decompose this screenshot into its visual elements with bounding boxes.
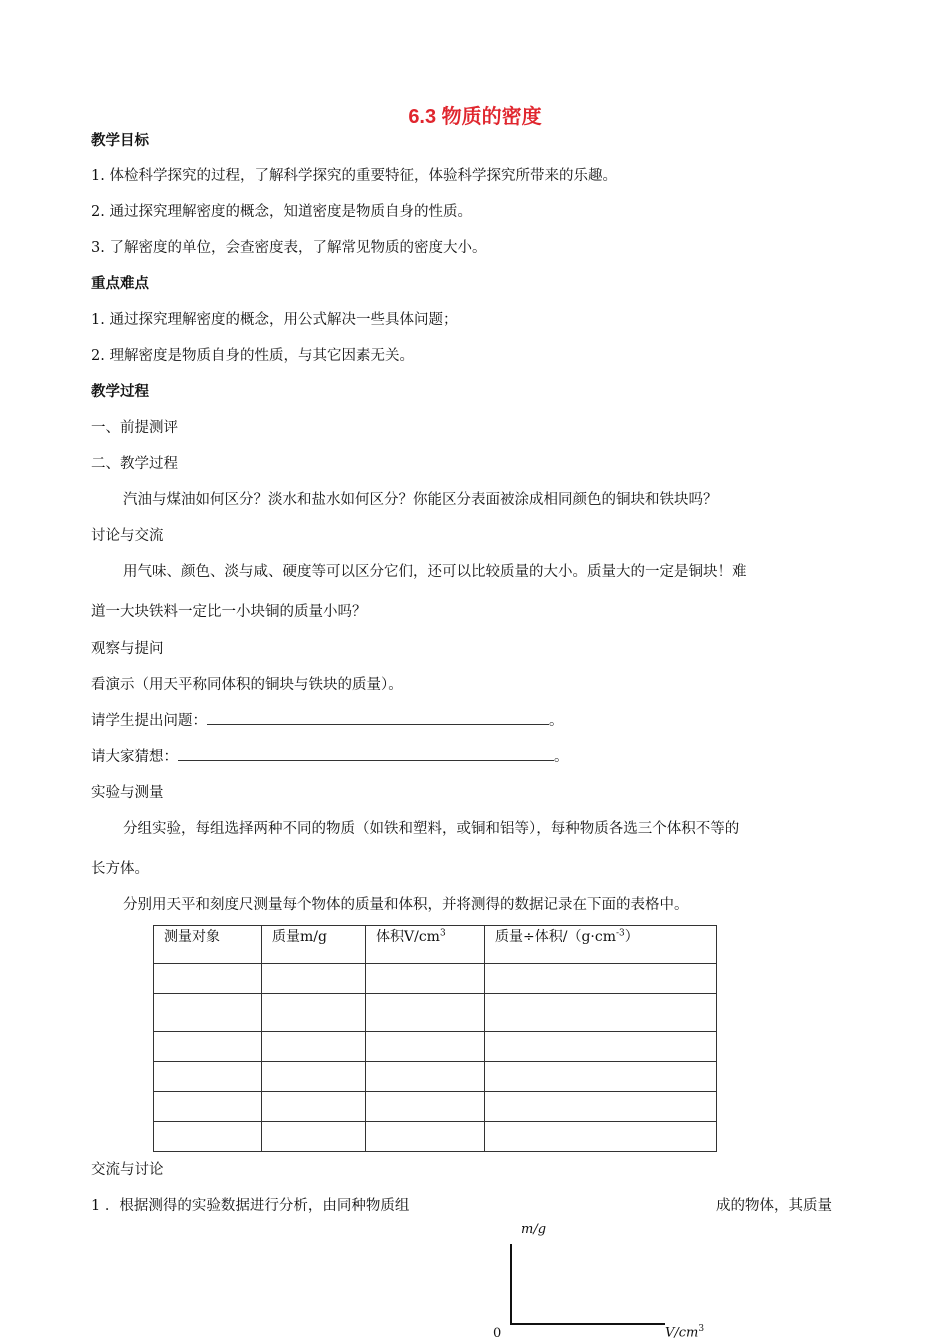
table-row [154, 994, 717, 1032]
origin-label: 0 [493, 1326, 502, 1341]
period: 。 [554, 749, 569, 765]
objectives-heading: 教学目标 [91, 133, 149, 149]
y-axis-line [510, 1244, 512, 1324]
key-point-item-1: 1. 通过探究理解密度的概念，用公式解决一些具体问题； [91, 312, 458, 328]
guess-line [91, 745, 569, 766]
period: 。 [549, 713, 564, 729]
table-row [154, 1122, 717, 1152]
page-title: 6.3 物质的密度 [408, 106, 542, 128]
header-object: 测量对象 [154, 926, 262, 964]
y-axis-label: m/g [521, 1222, 547, 1237]
answer-blank[interactable] [178, 746, 554, 761]
discuss-line-1: 用气味、颜色、淡与咸、硬度等可以区分它们，还可以比较质量的大小。质量大的一定是铜块！难 [123, 564, 747, 580]
section-1-title: 一、前提测评 [91, 420, 178, 436]
discuss-line-2: 道一大块铁料一定比一小块铜的质量小吗？ [91, 604, 367, 620]
table-row [154, 1092, 717, 1122]
discuss-heading: 讨论与交流 [91, 528, 164, 544]
key-point-item-2: 2. 理解密度是物质自身的性质，与其它因素无关。 [91, 348, 414, 364]
exchange-line-right: 成的物体，其质量 [716, 1198, 832, 1214]
process-heading: 教学过程 [91, 384, 149, 400]
key-points-heading: 重点难点 [91, 276, 149, 292]
measurement-table [153, 925, 717, 1152]
experiment-line-3: 分别用天平和刻度尺测量每个物体的质量和体积，并将测得的数据记录在下面的表格中。 [123, 897, 689, 913]
experiment-line-2: 长方体。 [91, 861, 149, 877]
objective-item-2: 2. 通过探究理解密度的概念，知道密度是物质自身的性质。 [91, 204, 472, 220]
objective-item-1: 1. 体检科学探究的过程，了解科学探究的重要特征，体验科学探究所带来的乐趣。 [91, 168, 617, 184]
exchange-line-left: 1 ．根据测得的实验数据进行分析，由同种物质组 [91, 1198, 410, 1214]
demo-line: 看演示（用天平称同体积的铜块与铁块的质量）。 [91, 677, 403, 693]
answer-blank[interactable] [207, 710, 549, 725]
experiment-line-1: 分组实验，每组选择两种不同的物质（如铁和塑料，或铜和铝等），每种物质各选三个体积不等的 [123, 821, 740, 837]
intro-paragraph: 汽油与煤油如何区分？淡水和盐水如何区分？你能区分表面被涂成相同颜色的铜块和铁块吗？ [123, 492, 718, 508]
x-axis-label: $V/cm^3$ [665, 1324, 705, 1341]
objective-item-3: 3. 了解密度的单位，会查密度表，了解常见物质的密度大小。 [91, 240, 487, 256]
table-row [154, 1062, 717, 1092]
guess-label: 请大家猜想： [91, 749, 178, 765]
ask-question-line [91, 709, 564, 730]
header-mass: 质量m/g [262, 926, 366, 964]
observe-heading: 观察与提问 [91, 641, 164, 657]
header-volume: 体积$V/cm^3$ [366, 926, 485, 964]
section-2-title: 二、教学过程 [91, 456, 178, 472]
exchange-heading: 交流与讨论 [91, 1162, 164, 1178]
table-row [154, 964, 717, 994]
x-axis-line [510, 1323, 665, 1325]
table-header-row [154, 926, 717, 964]
experiment-heading: 实验与测量 [91, 785, 164, 801]
header-ratio: 质量÷体积$/(g\cdot cm^{-3})$ [485, 926, 717, 964]
table-row [154, 1032, 717, 1062]
ask-label: 请学生提出问题： [91, 713, 207, 729]
